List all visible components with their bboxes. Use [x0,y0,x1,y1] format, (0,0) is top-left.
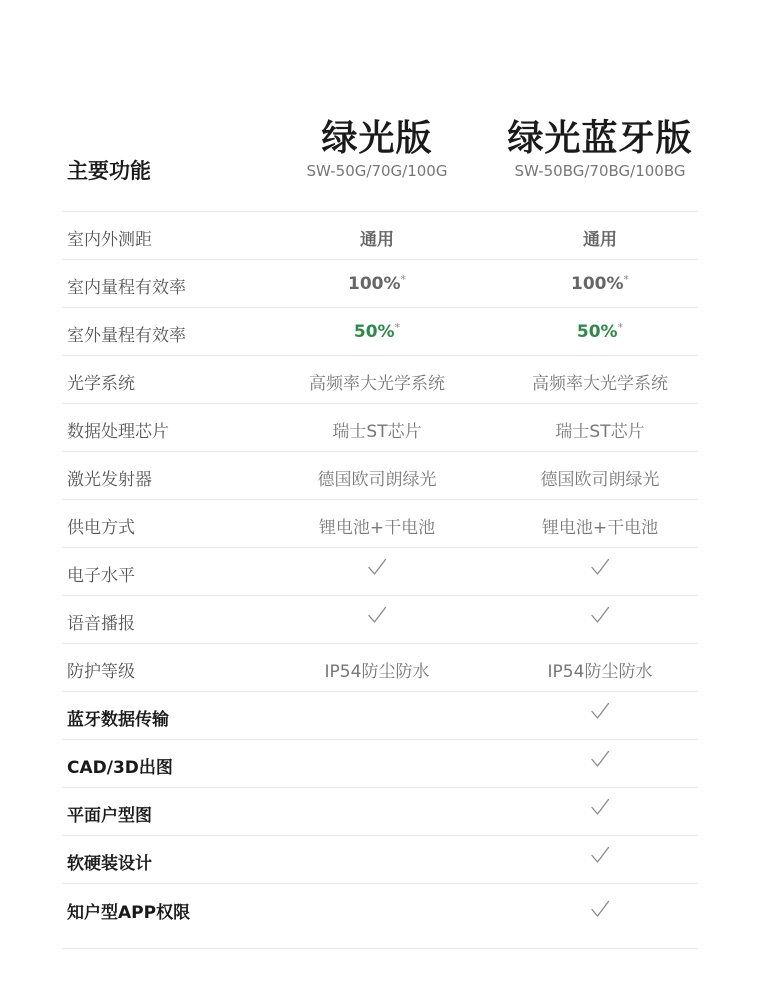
bluetooth-version-value [492,225,708,250]
bluetooth-version-value [492,321,708,342]
table-row [62,691,698,739]
check-icon [589,898,611,920]
table-row [62,499,698,547]
feature-label: 平面户型图 [67,806,152,826]
version-model: SW-50BG/70BG/100BG [514,162,686,180]
footnote-mark: * [617,321,624,334]
value-text: 50% [353,322,395,342]
bluetooth-version-value [492,513,708,538]
feature-column-title: 主要功能 [67,159,151,183]
feature-label: 激光发射器 [67,470,152,490]
feature-label: 室内量程有效率 [67,278,186,298]
bluetooth-version-value [492,556,708,583]
green-version-value [268,369,486,394]
value-text: 瑞士ST芯片 [332,422,422,442]
bluetooth-version-value [492,657,708,682]
value-text: 德国欧司朗绿光 [540,470,660,490]
table-row [62,451,698,499]
feature-label: 语音播报 [67,614,135,634]
green-version-value [268,465,486,490]
value-text: 通用 [360,230,394,250]
check-icon [589,844,611,866]
value-text: 锂电池+干电池 [318,518,436,538]
value-text: 德国欧司朗绿光 [317,470,437,490]
table-row [62,403,698,451]
green-version-value [268,513,486,538]
table-row [62,547,698,595]
value-text: IP54防尘防水 [547,662,653,682]
value-text: 高频率大光学系统 [532,374,668,394]
check-icon [589,796,611,818]
footnote-mark: * [394,321,401,334]
version-model: SW-50G/70G/100G [306,162,448,180]
table-row [62,307,698,355]
check-icon [589,700,611,722]
feature-label: 数据处理芯片 [67,422,169,442]
check-icon [366,604,388,626]
value-text: 100% [347,274,401,294]
table-row [62,259,698,307]
footnote-mark: * [400,273,407,286]
check-icon [589,748,611,770]
feature-label: 知户型APP权限 [67,903,191,923]
value-text: 50% [576,322,618,342]
green-version-value [268,556,486,583]
bluetooth-version-value [492,796,708,823]
bluetooth-version-value [492,844,708,871]
table-row [62,643,698,691]
feature-label: 光学系统 [67,374,135,394]
comparison-header [0,0,760,212]
table-row [62,787,698,835]
feature-label: 电子水平 [67,566,135,586]
bluetooth-version-value [492,273,708,294]
check-icon [589,604,611,626]
bluetooth-version-value [492,369,708,394]
value-text: 100% [570,274,624,294]
green-version-value [268,273,486,294]
table-row [62,211,698,259]
feature-label: 蓝牙数据传输 [67,710,169,730]
table-row [62,883,698,949]
version-name: 绿光蓝牙版 [507,118,693,159]
bluetooth-version-value [492,604,708,631]
feature-label: 防护等级 [67,662,135,682]
feature-table [62,211,698,949]
table-row [62,595,698,643]
bluetooth-version-value [492,898,708,925]
feature-label: 室外量程有效率 [67,326,186,346]
feature-label: 室内外测距 [67,230,152,250]
value-text: 高频率大光学系统 [309,374,445,394]
feature-label: 软硬装设计 [67,854,152,874]
value-text: 瑞士ST芯片 [555,422,645,442]
table-row [62,355,698,403]
value-text: 通用 [583,230,617,250]
bluetooth-version-value [492,700,708,727]
green-version-value [268,225,486,250]
feature-label: CAD/3D出图 [67,758,173,778]
check-icon [589,556,611,578]
footnote-mark: * [623,273,630,286]
bluetooth-version-value [492,748,708,775]
value-text: IP54防尘防水 [324,662,430,682]
check-icon [366,556,388,578]
table-row [62,739,698,787]
feature-label: 供电方式 [67,518,135,538]
bluetooth-version-value [492,465,708,490]
green-version-value [268,321,486,342]
green-version-value [268,604,486,631]
table-row [62,835,698,883]
value-text: 锂电池+干电池 [541,518,659,538]
green-version-value [268,657,486,682]
bluetooth-version-value [492,417,708,442]
green-version-value [268,417,486,442]
version-name: 绿光版 [321,118,433,159]
